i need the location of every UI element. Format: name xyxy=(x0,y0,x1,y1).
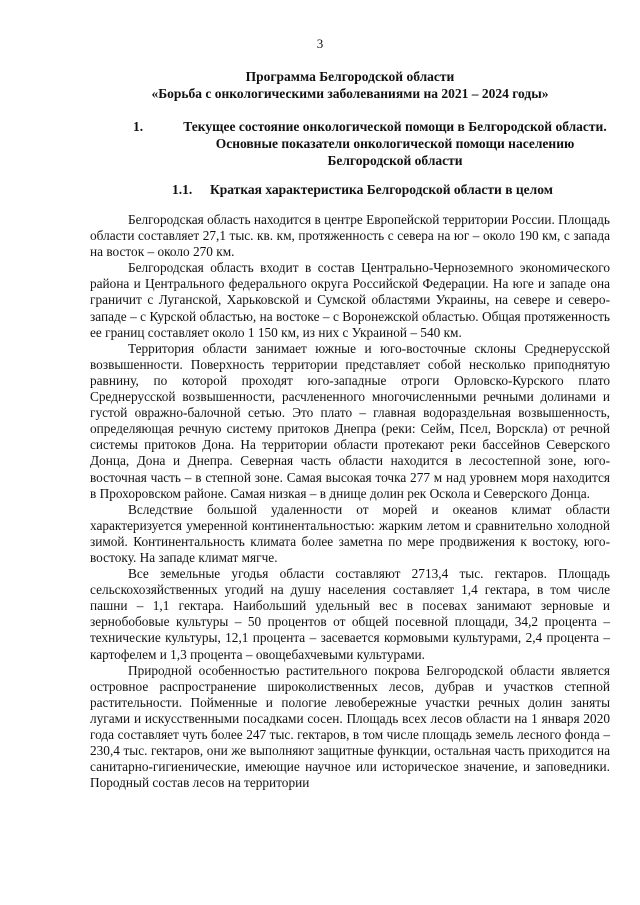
paragraph: Белгородская область находится в центре Европейской территории России. Площадь области составляет 27,1 тыс. кв. км, протяженность с севера на юг – около 190 км, с запада на восток – около 270 км. xyxy=(90,212,610,260)
document-title-line-1: Программа Белгородской области xyxy=(245,69,455,84)
subsection-number: 1.1. xyxy=(172,182,193,197)
body-text xyxy=(90,212,610,791)
document-title xyxy=(90,68,610,102)
document-title-line-2: «Борьба с онкологическими заболеваниями на 2021 – 2024 годы» xyxy=(151,86,549,101)
subsection-title: Краткая характеристика Белгородской области в целом xyxy=(210,182,553,197)
page-number: 3 xyxy=(316,36,324,51)
paragraph: Белгородская область входит в состав Центрально-Черноземного экономического района и Центрального федерального округа Российской Федерации. На юге и западе она граничит с Луганской, Харьковской и Сумской областями Украины, на севере и северо-западе – с Курской областью, на востоке – с Воронежской областью. Общая протяженность ее границ составляет около 1 150 км, из них с Украиной – 540 км. xyxy=(90,260,610,340)
section-title: Текущее состояние онкологической помощи в Белгородской области. Основные показатели онкологической помощи населению Белгородской области xyxy=(183,119,607,168)
section-heading xyxy=(95,118,615,169)
paragraph: Вследствие большой удаленности от морей и океанов климат области характеризуется умеренной континентальностью: жарким летом и сравнительно холодной зимой. Континентальность климата более заметна по мере продвижения к востоку, юго-востоку. На западе климат мягче. xyxy=(90,501,610,565)
paragraph: Все земельные угодья области составляют 2713,4 тыс. гектаров. Площадь сельскохозяйственных угодий на душу населения составляет 1,4 гектара, в том числе пашни – 1,1 гектара. Наибольший удельный вес в посевах занимают зерновые и зернобобовые культуры – 50 процентов от общей посевной площади, 34,2 процента – технические культуры, 12,1 процента – засевается кормовыми культурами, 2,4 процента – картофелем и 1,3 процента – овощебахчевыми культурами. xyxy=(90,566,610,662)
section-number: 1. xyxy=(133,119,144,134)
paragraph: Территория области занимает южные и юго-восточные склоны Среднерусской возвышенности. Поверхность территории представляет собой несколько приподнятую равнину, по которой проходят юго-западные отроги Орловско-Курского плато Среднерусской возвышенности, расчлененного многочисленными речными долинами и густой овражно-балочной сетью. Это плато – главная водораздельная возвышенность, определяющая речную систему притоков Днепра (реки: Сейм, Псел, Ворскла) от речной системы притоков Дона. На территории области протекают реки бассейнов Северского Донца, Дона и Днепра. Северная часть области находится в лесостепной зоне, юго-восточная часть – в степной зоне. Самая высокая точка 277 м над уровнем моря находится в Прохоровском районе. Самая низкая – в днище долин рек Оскола и Северского Донца. xyxy=(90,340,610,501)
subsection-heading xyxy=(172,181,553,198)
paragraph: Природной особенностью растительного покрова Белгородской области является островное распространение широколиственных лесов, дубрав и участков степной растительности. Пойменные и пологие левобережные участки речных долин заняты лугами и искусственными посадками сосен. Площадь всех лесов области на 1 января 2020 года составляет чуть более 247 тыс. гектаров, в том числе площадь земель лесного фонда –230,4 тыс. гектаров, они же выполняют защитные функции, остальная часть приходится на санитарно-гигиенические, имеющие научное или историческое значение, и заповедники. Породный состав лесов на территории xyxy=(90,662,610,791)
